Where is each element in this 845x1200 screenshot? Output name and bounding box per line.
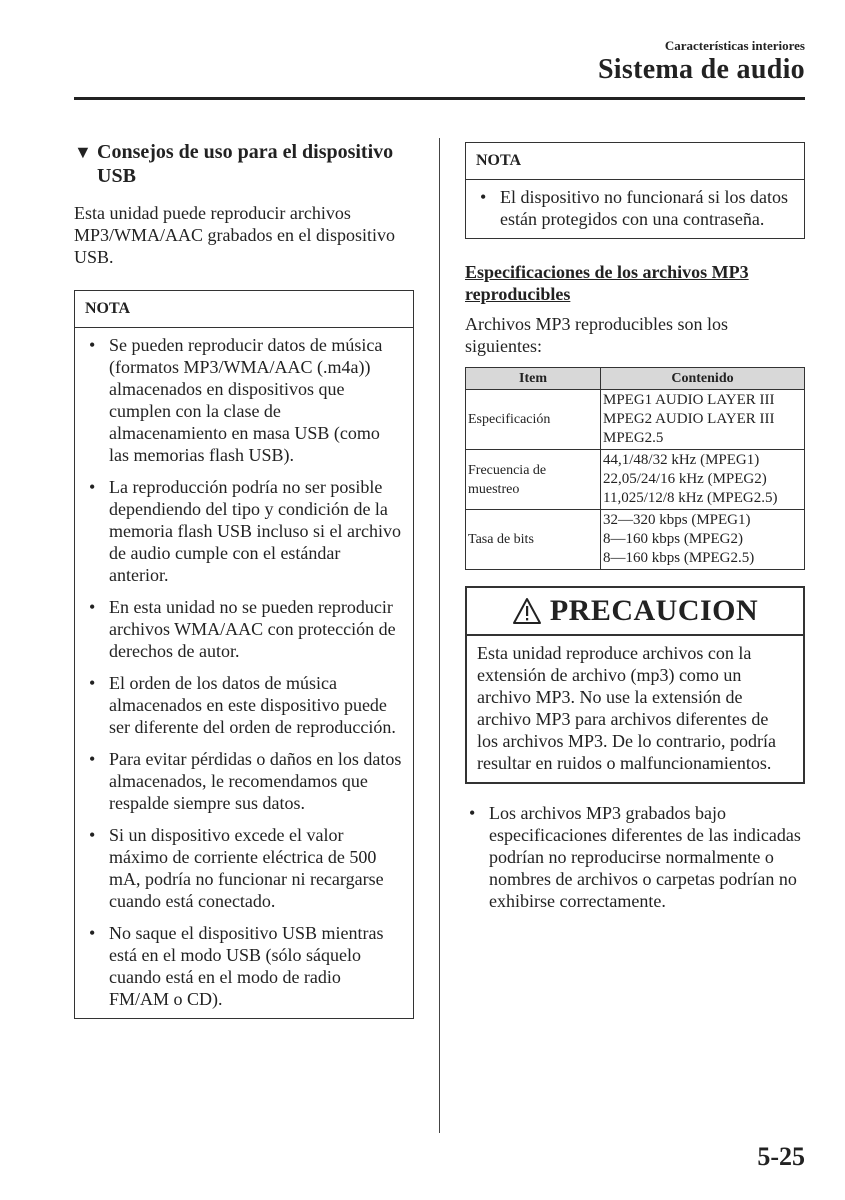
list-item	[85, 748, 403, 814]
list-item-text: El dispositivo no funcionará si los datos están protegidos con una contraseña.	[500, 187, 788, 229]
list-item	[85, 596, 403, 662]
table-header-row	[466, 368, 805, 390]
list-item-text: La reproducción podría no ser posible dependiendo del tipo y condición de la memoria flash USB incluso si el archivo de audio cumple con el estándar anterior.	[109, 477, 401, 585]
column-divider	[439, 138, 440, 1133]
nota-list	[466, 180, 804, 238]
nota-list	[75, 328, 413, 1018]
bullet-icon: •	[89, 749, 96, 769]
table-header-item: Item	[466, 368, 601, 390]
list-item	[85, 922, 403, 1010]
nota-label: NOTA	[75, 291, 413, 328]
left-column	[74, 140, 414, 1019]
precaucion-box	[465, 586, 805, 784]
right-bullet-list	[465, 802, 805, 912]
list-item-text: En esta unidad no se pueden reproducir archivos WMA/AAC con protección de derechos de autor.	[109, 597, 396, 661]
nota-box	[74, 290, 414, 1019]
precaucion-header	[467, 588, 803, 636]
table-cell-content	[601, 510, 805, 570]
mp3-spec-heading: Especificaciones de los archivos MP3 reproducibles	[465, 262, 749, 304]
cell-line: MPEG2.5	[603, 430, 664, 446]
precaucion-title: PRECAUCION	[549, 594, 759, 627]
intro-paragraph: Esta unidad puede reproducir archivos MP3/WMA/AAC grabados en el dispositivo USB.	[74, 203, 395, 267]
cell-line: 32—320 kbps (MPEG1)	[603, 512, 751, 528]
list-item	[85, 476, 403, 586]
cell-line: 22,05/24/16 kHz (MPEG2)	[603, 471, 767, 487]
nota-label: NOTA	[466, 143, 804, 180]
bullet-icon: •	[89, 673, 96, 693]
list-item-text: Los archivos MP3 grabados bajo especificaciones diferentes de las indicadas podrían no reproducirse normalmente o nombres de archivos o carpetas podrían no exhibirse correctamente.	[489, 803, 801, 911]
table-cell-item: Tasa de bits	[466, 510, 601, 570]
bullet-icon: •	[89, 477, 96, 497]
section-label: Características interiores	[664, 38, 805, 53]
precaucion-body: Esta unidad reproduce archivos con la extensión de archivo (mp3) como un archivo MP3. No use la extensión de archivo MP3 para archivos diferentes de los archivos MP3. De lo contrario, podría resultar en ruidos o malfuncionamientos.	[477, 643, 776, 773]
list-item-text: No saque el dispositivo USB mientras está en el modo USB (sólo sáquelo cuando está en el modo de radio FM/AM o CD).	[109, 923, 384, 1009]
cell-line: 11,025/12/8 kHz (MPEG2.5)	[603, 490, 778, 506]
bullet-icon: •	[89, 597, 96, 617]
bullet-icon: •	[89, 335, 96, 355]
table-row	[466, 510, 805, 570]
cell-line: MPEG2 AUDIO LAYER III	[603, 411, 775, 427]
table-row	[466, 390, 805, 450]
cell-line: 8—160 kbps (MPEG2)	[603, 531, 744, 547]
mp3-intro: Archivos MP3 reproducibles son los siguientes:	[465, 314, 728, 356]
nota-box-right	[465, 142, 805, 239]
spec-table	[465, 367, 805, 570]
table-cell-content	[601, 390, 805, 450]
table-header-content: Contenido	[601, 368, 805, 390]
cell-line: 8—160 kbps (MPEG2.5)	[603, 550, 755, 566]
list-item-text: Si un dispositivo excede el valor máximo de corriente eléctrica de 500 mA, podría no funcionar ni recargarse cuando está conectado.	[109, 825, 384, 911]
cell-line: 44,1/48/32 kHz (MPEG1)	[603, 452, 760, 468]
page-number: 5-25	[757, 1142, 805, 1171]
page-title: Sistema de audio	[597, 54, 805, 85]
cell-line: MPEG1 AUDIO LAYER III	[603, 392, 775, 408]
table-cell-item: Frecuencia de muestreo	[466, 450, 601, 510]
header-rule	[74, 97, 805, 100]
bullet-icon: •	[89, 825, 96, 845]
list-item-text: Se pueden reproducir datos de música (formatos MP3/WMA/AAC (.m4a)) almacenados en dispositivos que cumplen con la clase de almacenamiento en masa USB (como las memorias flash USB).	[109, 335, 383, 465]
bullet-icon: •	[480, 187, 487, 207]
table-cell-content	[601, 450, 805, 510]
section-heading	[74, 140, 414, 188]
table-row	[466, 450, 805, 510]
list-item	[85, 824, 403, 912]
table-cell-item: Especificación	[466, 390, 601, 450]
list-item	[465, 802, 805, 912]
bullet-icon: •	[89, 923, 96, 943]
list-item	[476, 186, 794, 230]
right-column	[465, 142, 805, 912]
warning-triangle-icon	[512, 597, 542, 625]
list-item	[85, 334, 403, 466]
list-item-text: El orden de los datos de música almacenados en este dispositivo puede ser diferente del orden de reproducción.	[109, 673, 396, 737]
bullet-icon: •	[469, 803, 476, 823]
list-item-text: Para evitar pérdidas o daños en los datos almacenados, le recomendamos que respalde siempre sus datos.	[109, 749, 402, 813]
triangle-down-icon: ▼	[74, 142, 92, 162]
list-item	[85, 672, 403, 738]
section-heading-text: Consejos de uso para el dispositivo USB	[97, 141, 394, 187]
